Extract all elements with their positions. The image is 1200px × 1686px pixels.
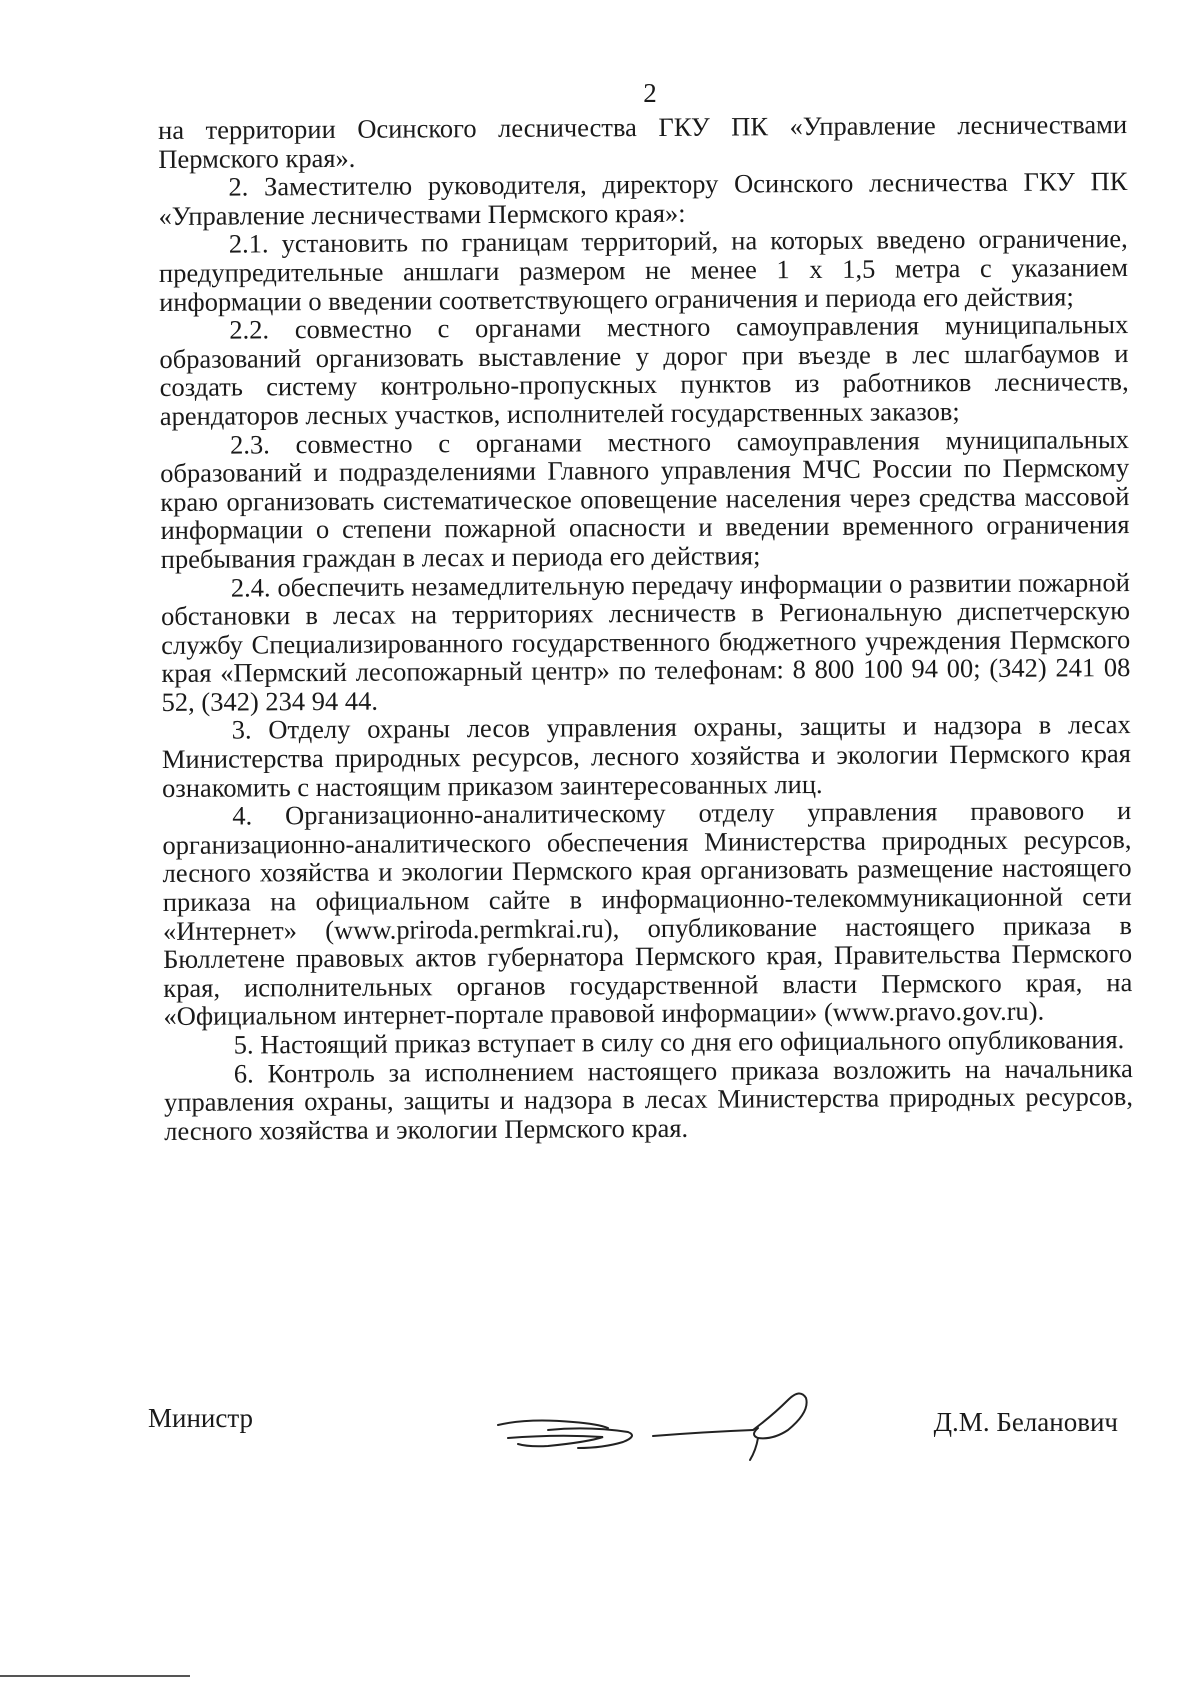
paragraph-item-2-4: 2.4. обеспечить незамедлительную передачу информации о развитии пожарной обстановки в лесах на территориях лесничеств в Региональную диспетчерскую службу Специализированного государственного бюджетного учреждения Пермского края «Пермский лесопожарный центр» по телефонам: 8 800 100 94 00; (342) 241 08 52, (342) 234 94 44.: [160, 566, 1131, 717]
handwritten-signature-icon: [488, 1380, 828, 1470]
paragraph-item-3: 3. Отделу охраны лесов управления охраны, защиты и надзора в лесах Министерства природных ресурсов, лесного хозяйства и экологии Пермского края ознакомить с настоящим приказом заинтересованных лиц.: [161, 709, 1132, 803]
paragraph-item-2-2: 2.2. совместно с органами местного самоуправления муниципальных образований организовать выставление у дорог при въезде в лес шлагбаумов и создать систему контрольно-пропускных пунктов из работников лесничеств, арендаторов лесных участков, исполнителей государственных заказов;: [159, 309, 1129, 431]
paragraph-continuation: на территории Осинского лесничества ГКУ ПК «Управление лесничествами Пермского края».: [157, 109, 1128, 174]
signature-block: [148, 1395, 1118, 1485]
paragraph-item-5: 5. Настоящий приказ вступает в силу со дня его официального опубликования.: [233, 1024, 1125, 1060]
signatory-name: Д.М. Беланович: [933, 1407, 1118, 1437]
page-number: 2: [643, 78, 657, 108]
signatory-title: Министр: [148, 1403, 253, 1433]
paragraph-item-2-1: 2.1. установить по границам территорий, на которых введено ограничение, предупредительные аншлаги размером не менее 1 х 1,5 метра с указанием информации о введении соответствующего ограничения и периода его действия;: [158, 223, 1129, 317]
paragraph-item-4: 4. Организационно-аналитическому отделу управления правового и организационно-аналитического обеспечения Министерства природных ресурсов, лесного хозяйства и экологии Пермского края организовать размещение настоящего приказа на официальном сайте в информационно-телекоммуникационной сети «Интернет» (www.priroda.permkrai.ru), опубликование настоящего приказа в Бюллетене правовых актов губернатора Пермского края, Правительства Пермского края, исполнительных органов государственной власти Пермского края, на «Официальном интернет-портале правовой информации» (www.pravo.gov.ru).: [162, 795, 1133, 1032]
paragraph-item-2: 2. Заместителю руководителя, директору Осинского лесничества ГКУ ПК «Управление лесничествами Пермского края»:: [158, 166, 1128, 231]
paragraph-item-2-3: 2.3. совместно с органами местного самоуправления муниципальных образований и подразделениями Главного управления МЧС России по Пермскому краю организовать систематическое оповещение населения через средства массовой информации о степени пожарной опасности и введении временного ограничения пребывания граждан в лесах и периода его действия;: [160, 423, 1130, 574]
document-body: [158, 110, 1133, 1145]
paragraph-item-6: 6. Контроль за исполнением настоящего приказа возложить на начальника управления охраны, защиты и надзора в лесах Министерства природных ресурсов, лесного хозяйства и экологии Пермского края.: [163, 1052, 1134, 1146]
footer-divider: [0, 1675, 190, 1677]
